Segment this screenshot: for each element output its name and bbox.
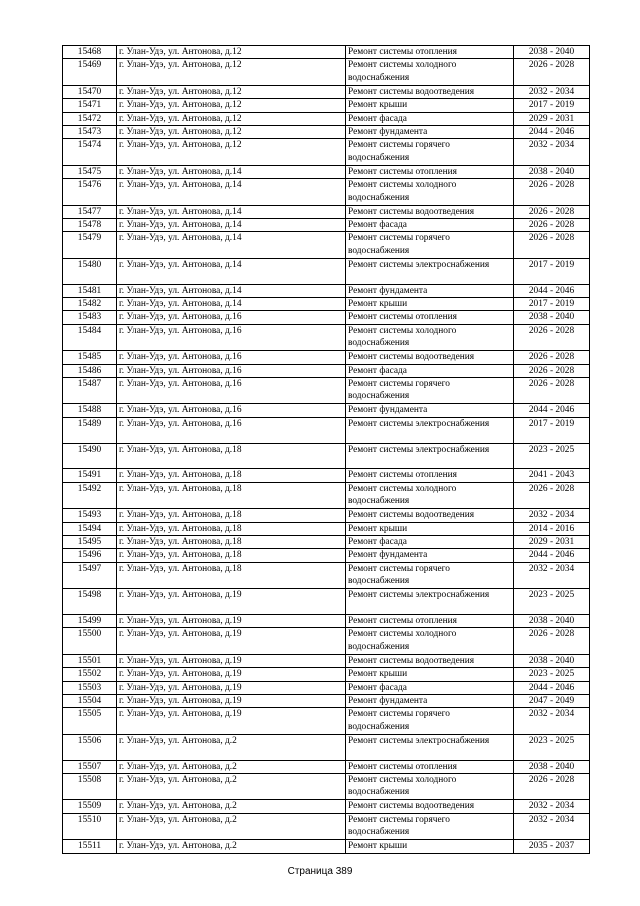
work-type-cell: Ремонт системы электроснабжения <box>346 258 514 284</box>
work-type-cell: Ремонт системы водоотведения <box>346 351 514 364</box>
work-type-cell: Ремонт фасада <box>346 536 514 549</box>
table-row <box>63 59 590 85</box>
address-cell: г. Улан-Удэ, ул. Антонова, д.2 <box>117 760 346 773</box>
table-row <box>63 708 590 734</box>
period-cell: 2029 - 2031 <box>514 536 590 549</box>
period-cell: 2026 - 2028 <box>514 364 590 377</box>
period-cell: 2047 - 2049 <box>514 695 590 708</box>
period-cell: 2032 - 2034 <box>514 509 590 522</box>
period-cell: 2038 - 2040 <box>514 311 590 324</box>
table-row <box>63 324 590 350</box>
address-cell: г. Улан-Удэ, ул. Антонова, д.16 <box>117 311 346 324</box>
period-cell: 2035 - 2037 <box>514 840 590 853</box>
address-cell: г. Улан-Удэ, ул. Антонова, д.16 <box>117 404 346 417</box>
row-id-cell: 15474 <box>63 139 117 165</box>
row-id-cell: 15483 <box>63 311 117 324</box>
work-type-cell: Ремонт системы отопления <box>346 311 514 324</box>
address-cell: г. Улан-Удэ, ул. Антонова, д.19 <box>117 708 346 734</box>
table-body <box>63 46 590 854</box>
row-id-cell: 15491 <box>63 469 117 482</box>
address-cell: г. Улан-Удэ, ул. Антонова, д.18 <box>117 536 346 549</box>
period-cell: 2029 - 2031 <box>514 112 590 125</box>
row-id-cell: 15497 <box>63 562 117 588</box>
table-row <box>63 589 590 615</box>
address-cell: г. Улан-Удэ, ул. Антонова, д.14 <box>117 284 346 297</box>
address-cell: г. Улан-Удэ, ул. Антонова, д.14 <box>117 258 346 284</box>
work-type-cell: Ремонт системы холодного водоснабжения <box>346 59 514 85</box>
row-id-cell: 15493 <box>63 509 117 522</box>
address-cell: г. Улан-Удэ, ул. Антонова, д.16 <box>117 378 346 404</box>
row-id-cell: 15490 <box>63 443 117 469</box>
work-type-cell: Ремонт фасада <box>346 112 514 125</box>
work-type-cell: Ремонт системы водоотведения <box>346 800 514 813</box>
row-id-cell: 15486 <box>63 364 117 377</box>
work-type-cell: Ремонт фундамента <box>346 695 514 708</box>
period-cell: 2017 - 2019 <box>514 417 590 443</box>
table-row <box>63 734 590 760</box>
table-row <box>63 258 590 284</box>
table-row <box>63 165 590 178</box>
period-cell: 2023 - 2025 <box>514 589 590 615</box>
work-type-cell: Ремонт крыши <box>346 668 514 681</box>
period-cell: 2038 - 2040 <box>514 46 590 59</box>
row-id-cell: 15475 <box>63 165 117 178</box>
address-cell: г. Улан-Удэ, ул. Антонова, д.2 <box>117 734 346 760</box>
row-id-cell: 15471 <box>63 99 117 112</box>
period-cell: 2032 - 2034 <box>514 562 590 588</box>
table-row <box>63 351 590 364</box>
period-cell: 2023 - 2025 <box>514 734 590 760</box>
address-cell: г. Улан-Удэ, ул. Антонова, д.19 <box>117 695 346 708</box>
work-type-cell: Ремонт системы отопления <box>346 165 514 178</box>
table-row <box>63 85 590 98</box>
period-cell: 2017 - 2019 <box>514 99 590 112</box>
address-cell: г. Улан-Удэ, ул. Антонова, д.18 <box>117 443 346 469</box>
work-type-cell: Ремонт крыши <box>346 522 514 535</box>
table-row <box>63 219 590 232</box>
work-type-cell: Ремонт системы горячего водоснабжения <box>346 708 514 734</box>
period-cell: 2026 - 2028 <box>514 324 590 350</box>
table-row <box>63 668 590 681</box>
work-type-cell: Ремонт системы отопления <box>346 760 514 773</box>
work-type-cell: Ремонт системы горячего водоснабжения <box>346 562 514 588</box>
period-cell: 2017 - 2019 <box>514 258 590 284</box>
table-row <box>63 562 590 588</box>
address-cell: г. Улан-Удэ, ул. Антонова, д.12 <box>117 46 346 59</box>
address-cell: г. Улан-Удэ, ул. Антонова, д.2 <box>117 774 346 800</box>
work-type-cell: Ремонт системы холодного водоснабжения <box>346 179 514 205</box>
address-cell: г. Улан-Удэ, ул. Антонова, д.18 <box>117 509 346 522</box>
page-number: Страница 389 <box>287 866 353 877</box>
address-cell: г. Улан-Удэ, ул. Антонова, д.14 <box>117 298 346 311</box>
table-row <box>63 774 590 800</box>
table-row <box>63 813 590 839</box>
row-id-cell: 15494 <box>63 522 117 535</box>
table-row <box>63 615 590 628</box>
table-row <box>63 179 590 205</box>
table-row <box>63 800 590 813</box>
work-type-cell: Ремонт системы электроснабжения <box>346 734 514 760</box>
row-id-cell: 15479 <box>63 232 117 258</box>
work-type-cell: Ремонт фасада <box>346 364 514 377</box>
address-cell: г. Улан-Удэ, ул. Антонова, д.2 <box>117 813 346 839</box>
row-id-cell: 15472 <box>63 112 117 125</box>
row-id-cell: 15509 <box>63 800 117 813</box>
address-cell: г. Улан-Удэ, ул. Антонова, д.16 <box>117 324 346 350</box>
address-cell: г. Улан-Удэ, ул. Антонова, д.16 <box>117 417 346 443</box>
period-cell: 2044 - 2046 <box>514 126 590 139</box>
work-type-cell: Ремонт системы холодного водоснабжения <box>346 628 514 654</box>
address-cell: г. Улан-Удэ, ул. Антонова, д.2 <box>117 840 346 853</box>
table-row <box>63 126 590 139</box>
work-type-cell: Ремонт крыши <box>346 840 514 853</box>
period-cell: 2032 - 2034 <box>514 800 590 813</box>
table-row <box>63 232 590 258</box>
period-cell: 2026 - 2028 <box>514 219 590 232</box>
row-id-cell: 15511 <box>63 840 117 853</box>
table-row <box>63 482 590 508</box>
work-type-cell: Ремонт крыши <box>346 298 514 311</box>
row-id-cell: 15499 <box>63 615 117 628</box>
row-id-cell: 15506 <box>63 734 117 760</box>
table-row <box>63 46 590 59</box>
row-id-cell: 15481 <box>63 284 117 297</box>
row-id-cell: 15482 <box>63 298 117 311</box>
row-id-cell: 15489 <box>63 417 117 443</box>
period-cell: 2032 - 2034 <box>514 85 590 98</box>
address-cell: г. Улан-Удэ, ул. Антонова, д.19 <box>117 628 346 654</box>
work-type-cell: Ремонт системы водоотведения <box>346 85 514 98</box>
row-id-cell: 15502 <box>63 668 117 681</box>
table-row <box>63 311 590 324</box>
period-cell: 2014 - 2016 <box>514 522 590 535</box>
work-type-cell: Ремонт системы горячего водоснабжения <box>346 232 514 258</box>
row-id-cell: 15468 <box>63 46 117 59</box>
address-cell: г. Улан-Удэ, ул. Антонова, д.19 <box>117 615 346 628</box>
repair-schedule-table <box>62 45 590 854</box>
period-cell: 2044 - 2046 <box>514 549 590 562</box>
address-cell: г. Улан-Удэ, ул. Антонова, д.18 <box>117 469 346 482</box>
period-cell: 2026 - 2028 <box>514 179 590 205</box>
address-cell: г. Улан-Удэ, ул. Антонова, д.18 <box>117 549 346 562</box>
work-type-cell: Ремонт системы электроснабжения <box>346 589 514 615</box>
period-cell: 2038 - 2040 <box>514 760 590 773</box>
work-type-cell: Ремонт системы водоотведения <box>346 509 514 522</box>
period-cell: 2044 - 2046 <box>514 404 590 417</box>
period-cell: 2026 - 2028 <box>514 59 590 85</box>
table-row <box>63 99 590 112</box>
period-cell: 2026 - 2028 <box>514 378 590 404</box>
row-id-cell: 15469 <box>63 59 117 85</box>
table-row <box>63 378 590 404</box>
row-id-cell: 15504 <box>63 695 117 708</box>
period-cell: 2044 - 2046 <box>514 681 590 694</box>
row-id-cell: 15498 <box>63 589 117 615</box>
row-id-cell: 15473 <box>63 126 117 139</box>
work-type-cell: Ремонт фасада <box>346 681 514 694</box>
address-cell: г. Улан-Удэ, ул. Антонова, д.16 <box>117 351 346 364</box>
period-cell: 2038 - 2040 <box>514 615 590 628</box>
address-cell: г. Улан-Удэ, ул. Антонова, д.12 <box>117 85 346 98</box>
table-row <box>63 840 590 853</box>
work-type-cell: Ремонт системы горячего водоснабжения <box>346 813 514 839</box>
address-cell: г. Улан-Удэ, ул. Антонова, д.2 <box>117 800 346 813</box>
row-id-cell: 15488 <box>63 404 117 417</box>
work-type-cell: Ремонт системы отопления <box>346 46 514 59</box>
table-row <box>63 298 590 311</box>
table-row <box>63 469 590 482</box>
period-cell: 2041 - 2043 <box>514 469 590 482</box>
address-cell: г. Улан-Удэ, ул. Антонова, д.12 <box>117 59 346 85</box>
table-row <box>63 695 590 708</box>
period-cell: 2026 - 2028 <box>514 205 590 218</box>
table-row <box>63 549 590 562</box>
row-id-cell: 15492 <box>63 482 117 508</box>
table-row <box>63 112 590 125</box>
row-id-cell: 15503 <box>63 681 117 694</box>
work-type-cell: Ремонт фундамента <box>346 549 514 562</box>
table-row <box>63 443 590 469</box>
address-cell: г. Улан-Удэ, ул. Антонова, д.14 <box>117 165 346 178</box>
address-cell: г. Улан-Удэ, ул. Антонова, д.19 <box>117 654 346 667</box>
address-cell: г. Улан-Удэ, ул. Антонова, д.14 <box>117 179 346 205</box>
work-type-cell: Ремонт системы отопления <box>346 615 514 628</box>
row-id-cell: 15495 <box>63 536 117 549</box>
work-type-cell: Ремонт системы электроснабжения <box>346 417 514 443</box>
row-id-cell: 15508 <box>63 774 117 800</box>
period-cell: 2026 - 2028 <box>514 232 590 258</box>
address-cell: г. Улан-Удэ, ул. Антонова, д.19 <box>117 681 346 694</box>
period-cell: 2026 - 2028 <box>514 482 590 508</box>
period-cell: 2038 - 2040 <box>514 654 590 667</box>
work-type-cell: Ремонт системы отопления <box>346 469 514 482</box>
table-row <box>63 536 590 549</box>
table-row <box>63 654 590 667</box>
table-row <box>63 139 590 165</box>
row-id-cell: 15500 <box>63 628 117 654</box>
period-cell: 2023 - 2025 <box>514 443 590 469</box>
work-type-cell: Ремонт системы холодного водоснабжения <box>346 482 514 508</box>
address-cell: г. Улан-Удэ, ул. Антонова, д.19 <box>117 668 346 681</box>
address-cell: г. Улан-Удэ, ул. Антонова, д.19 <box>117 589 346 615</box>
row-id-cell: 15480 <box>63 258 117 284</box>
row-id-cell: 15484 <box>63 324 117 350</box>
table-row <box>63 681 590 694</box>
table-row <box>63 509 590 522</box>
period-cell: 2044 - 2046 <box>514 284 590 297</box>
row-id-cell: 15501 <box>63 654 117 667</box>
work-type-cell: Ремонт фундамента <box>346 284 514 297</box>
table-row <box>63 284 590 297</box>
address-cell: г. Улан-Удэ, ул. Антонова, д.12 <box>117 99 346 112</box>
work-type-cell: Ремонт системы электроснабжения <box>346 443 514 469</box>
work-type-cell: Ремонт системы горячего водоснабжения <box>346 139 514 165</box>
row-id-cell: 15478 <box>63 219 117 232</box>
table-row <box>63 364 590 377</box>
period-cell: 2038 - 2040 <box>514 165 590 178</box>
address-cell: г. Улан-Удэ, ул. Антонова, д.18 <box>117 522 346 535</box>
period-cell: 2026 - 2028 <box>514 628 590 654</box>
address-cell: г. Улан-Удэ, ул. Антонова, д.16 <box>117 364 346 377</box>
work-type-cell: Ремонт системы холодного водоснабжения <box>346 774 514 800</box>
address-cell: г. Улан-Удэ, ул. Антонова, д.18 <box>117 482 346 508</box>
row-id-cell: 15507 <box>63 760 117 773</box>
work-type-cell: Ремонт фундамента <box>346 126 514 139</box>
address-cell: г. Улан-Удэ, ул. Антонова, д.14 <box>117 205 346 218</box>
address-cell: г. Улан-Удэ, ул. Антонова, д.18 <box>117 562 346 588</box>
row-id-cell: 15510 <box>63 813 117 839</box>
address-cell: г. Улан-Удэ, ул. Антонова, д.12 <box>117 112 346 125</box>
period-cell: 2032 - 2034 <box>514 813 590 839</box>
address-cell: г. Улан-Удэ, ул. Антонова, д.14 <box>117 219 346 232</box>
table-row <box>63 417 590 443</box>
row-id-cell: 15496 <box>63 549 117 562</box>
address-cell: г. Улан-Удэ, ул. Антонова, д.12 <box>117 126 346 139</box>
row-id-cell: 15476 <box>63 179 117 205</box>
table-row <box>63 205 590 218</box>
work-type-cell: Ремонт крыши <box>346 99 514 112</box>
address-cell: г. Улан-Удэ, ул. Антонова, д.14 <box>117 232 346 258</box>
period-cell: 2032 - 2034 <box>514 139 590 165</box>
row-id-cell: 15485 <box>63 351 117 364</box>
row-id-cell: 15470 <box>63 85 117 98</box>
period-cell: 2023 - 2025 <box>514 668 590 681</box>
table-row <box>63 760 590 773</box>
work-type-cell: Ремонт системы водоотведения <box>346 654 514 667</box>
row-id-cell: 15477 <box>63 205 117 218</box>
table-row <box>63 628 590 654</box>
work-type-cell: Ремонт системы холодного водоснабжения <box>346 324 514 350</box>
work-type-cell: Ремонт фасада <box>346 219 514 232</box>
period-cell: 2026 - 2028 <box>514 351 590 364</box>
period-cell: 2026 - 2028 <box>514 774 590 800</box>
row-id-cell: 15505 <box>63 708 117 734</box>
work-type-cell: Ремонт фундамента <box>346 404 514 417</box>
work-type-cell: Ремонт системы горячего водоснабжения <box>346 378 514 404</box>
table-row <box>63 522 590 535</box>
period-cell: 2017 - 2019 <box>514 298 590 311</box>
address-cell: г. Улан-Удэ, ул. Антонова, д.12 <box>117 139 346 165</box>
table-row <box>63 404 590 417</box>
period-cell: 2032 - 2034 <box>514 708 590 734</box>
row-id-cell: 15487 <box>63 378 117 404</box>
work-type-cell: Ремонт системы водоотведения <box>346 205 514 218</box>
